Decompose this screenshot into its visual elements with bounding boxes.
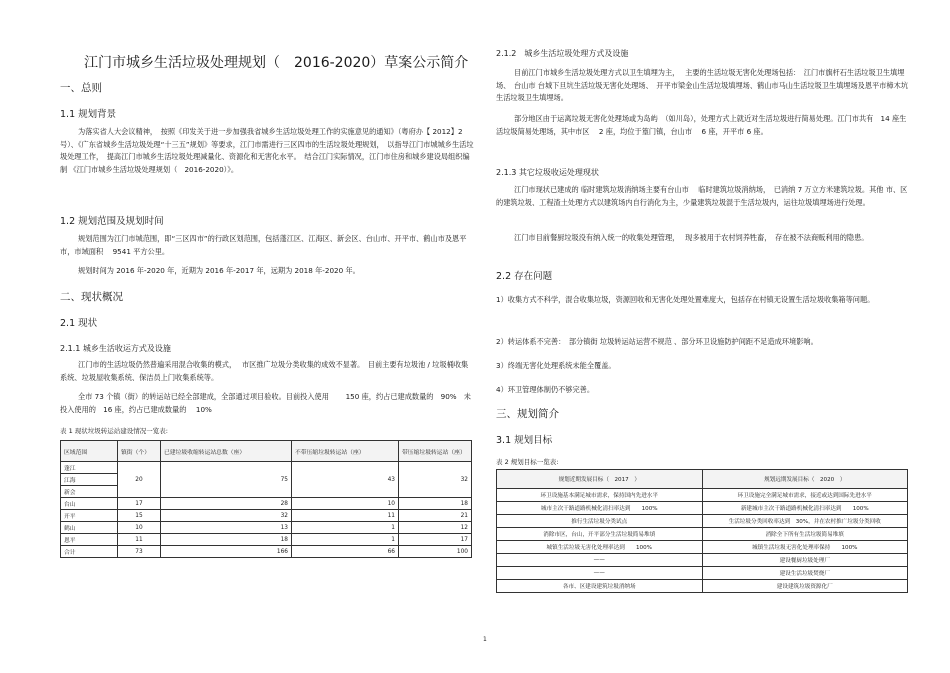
table-cell: 18 [161,534,292,546]
paragraph-kitchen-waste: 江门市目前餐厨垃圾没有纳入统一的收集处理管理， 现多被用于农村饲养牲畜， 存在被不法商贩利用的隐患。 [514,233,869,242]
paragraph-collection: 江门市的生活垃圾仍然普遍采用混合收集的模式， 市区推广垃圾分类收集的成效不显著。 目前主要有垃圾池 / 垃圾桶收集系统、垃圾屋收集系统、保洁员上门收集系统等。 [60,360,469,382]
table-cell: 恩平 [61,534,118,546]
table-cell: 消除市区，台山，开平部分生活垃圾简易堆填 [497,528,703,541]
table-cell: 新建城市主次干路道路机械化清扫率达到 100% [702,502,908,515]
table-cell: 生活垃圾分类回收率达到 30%，并在农村推广垃圾分类回收 [702,515,908,528]
table-row [497,580,908,593]
table-cell: 20 [118,462,161,498]
problem-item-2: 2）转运体系不完善： 部分镇街 垃圾转运站运营不规范 、部分环卫设施防护间距不足造成环境影响。 [496,337,818,346]
table-header-row [497,470,908,489]
table-cell: 合计 [61,546,118,558]
table-cell: 蓬江 [61,462,118,474]
table-cell: 新会 [61,486,118,498]
table-header-cell: 已建垃圾收缩转运站总数（座） [161,441,292,462]
table-row [61,546,472,558]
table-row [497,528,908,541]
table-cell: 鹤山 [61,522,118,534]
section-1-1-heading: 1.1 规划背景 [60,109,117,120]
table-cell: 13 [161,522,292,534]
table-cell: 10 [118,522,161,534]
table-cell: 环卫设施基本满足城市需求，保持国内先进水平 [497,489,703,502]
table-cell: 166 [161,546,292,558]
table-cell: —— [497,554,703,567]
table-cell: 15 [118,510,161,522]
table-cell: 73 [118,546,161,558]
table-cell: 11 [118,534,161,546]
table-row [61,510,472,522]
paragraph-background: 为落实省人大会议精神， 按照《印发关于进一步加强我省城乡生活垃圾处理工作的实施意见的通知》（粤府办【 2012】2 号）、《广东省城乡生活垃圾处理“十三五”规划》等要求，江门市需进行三区四市的生活垃圾处理规划， 以指导江门市城城乡生活垃圾处理工作， 提高江门市城乡生活垃圾处理减量化、资源化和无害化水平。 结合江门实际情况，江门市住房和城乡建设局组织编制 《江门市城乡生活垃圾处理规划（ 2016-2020）》。 [60,127,474,174]
paragraph-period: 规划时间为 2016 年-2020 年，近期为 2016 年-2017 年，远期为 2018 年-2020 年。 [78,266,360,275]
table-cell: 18 [399,498,472,510]
table-cell: 1 [292,534,399,546]
table-row [61,534,472,546]
table-header-cell: 规划远期发展目标（ 2020 ） [702,470,908,489]
table-cell: —— [497,567,703,580]
table-header-cell: 镇街（个） [118,441,161,462]
table-cell: 各市、区建设建筑垃圾消纳场 [497,580,703,593]
table-cell: 32 [161,510,292,522]
paragraph-transfer: 全市 73 个镇（街）的转运站已经全部建成，全部通过项目验收。目前投入使用 150 座，约占已建成数量的 90% 未投入使用的 16 座，约占已建成数量的 10% [60,392,471,414]
table-cell: 43 [292,462,399,498]
paragraph-treatment: 目前江门市城乡生活垃圾处理方式以卫生填埋为主， 主要的生活垃圾无害化处理场包括： 江门市旗杆石生活垃圾卫生填埋场、 台山市 台城下旦坑生活垃圾无害化处理场、 开平市梁金山生活垃圾填埋场、鹤山市马山生活垃圾卫生填埋场及恩平市樟木坑生活垃圾卫生填埋场。 [496,68,908,102]
table-cell: 建设餐厨垃圾处理厂 [702,554,908,567]
problem-item-1: 1）收集方式不科学，混合收集垃圾，资源回收和无害化处理处置难度大，包括存在村镇无设置生活垃圾收集箱等问题。 [496,295,875,304]
table-cell: 28 [161,498,292,510]
section-3-heading: 三、规划简介 [496,408,559,420]
table-cell: 开平 [61,510,118,522]
planning-target-table [496,469,908,593]
table-cell: 17 [118,498,161,510]
table-row [61,462,472,474]
table-cell: 32 [399,462,472,498]
table-row [497,554,908,567]
table-row [497,515,908,528]
section-2-heading: 二、现状概况 [60,291,123,303]
table-row [61,498,472,510]
table-cell: 12 [399,522,472,534]
table-row [61,522,472,534]
table-cell: 建设生活垃圾焚烧厂 [702,567,908,580]
table-cell: 75 [161,462,292,498]
table-cell: 100 [399,546,472,558]
table-row [497,502,908,515]
section-2-1-heading: 2.1 现状 [60,318,98,329]
table-cell: 建设建筑垃圾资源化厂 [702,580,908,593]
paragraph-simple-treatment: 部分地区由于运离垃圾无害化处理场或为岛屿 （如川岛），处理方式上就近对生活垃圾进行简易处理。江门市共有 14 座生活垃圾简易处理场，其中市区 2 座，均位于篁门镇，台山市 6 座，开平市 6 座。 [496,114,907,136]
table-header-cell: 区域范围 [61,441,118,462]
section-1-2-heading: 1.2 规划范围及规划时间 [60,216,164,227]
table-row [497,567,908,580]
section-3-1-heading: 3.1 规划目标 [496,435,553,446]
table-cell: 推行生活垃圾分类试点 [497,515,703,528]
section-1-heading: 一、总则 [60,82,102,94]
table-cell: 21 [399,510,472,522]
table-cell: 消除全下所有生活垃圾简易堆填 [702,528,908,541]
page-number: 1 [483,636,487,643]
table-header-cell: 不带压缩垃圾转运站（座） [292,441,399,462]
table-row [497,489,908,502]
section-2-1-2-heading: 2.1.2 城乡生活垃圾处理方式及设施 [496,49,629,58]
table-cell: 台山 [61,498,118,510]
page-title: 江门市城乡生活垃圾处理规划（ 2016-2020）草案公示简介 [84,55,469,71]
table-cell: 66 [292,546,399,558]
table-cell: 城镇生活垃圾无害化处理率达到 100% [497,541,703,554]
table-cell: 环卫设施完全满足城市需求，接近或达到国际先进水平 [702,489,908,502]
table-row [497,541,908,554]
problem-item-4: 4）环卫管理体制仍不够完善。 [496,385,595,394]
table-cell: 11 [292,510,399,522]
table-cell: 10 [292,498,399,510]
table-cell: 1 [292,522,399,534]
paragraph-construction-waste: 江门市现状已建成的 临时建筑垃圾消纳场主要有台山市 临时建筑垃圾消纳场， 已消纳 7 万立方米建筑垃圾。其他 市、区的建筑垃圾、工程渣土处理方式以建筑场内自行消化为主，少量建筑垃圾混于生活垃圾内，运往垃圾填埋场进行处理。 [496,185,908,207]
table-cell: 城镇生活垃圾无害化处理率保持 100% [702,541,908,554]
table-header-row [61,441,472,462]
table-1-caption: 表 1 现状垃圾转运站建设情况一览表: [60,427,168,435]
table-2-caption: 表 2 规划目标一览表: [496,458,559,466]
table-header-cell: 规划近期发展目标（ 2017 ） [497,470,703,489]
paragraph-scope: 规划范围为江门市城范围，即“三区四市”的行政区划范围，包括蓬江区、江海区、新会区、台山市、开平市、鹤山市及恩平市，市域面积 9541 平方公里。 [60,234,467,256]
transfer-station-table [60,440,472,558]
section-2-1-3-heading: 2.1.3 其它垃圾收运处理现状 [496,168,599,177]
problem-item-3: 3）终端无害化处理系统未能全覆盖。 [496,361,616,370]
table-cell: 江海 [61,474,118,486]
table-header-cell: 带压缩垃圾转运站（座） [399,441,472,462]
table-cell: 17 [399,534,472,546]
section-2-2-heading: 2.2 存在问题 [496,271,553,282]
section-2-1-1-heading: 2.1.1 城乡生活收运方式及设施 [60,344,171,353]
table-cell: 城市主次干路道路机械化清扫率达到 100% [497,502,703,515]
